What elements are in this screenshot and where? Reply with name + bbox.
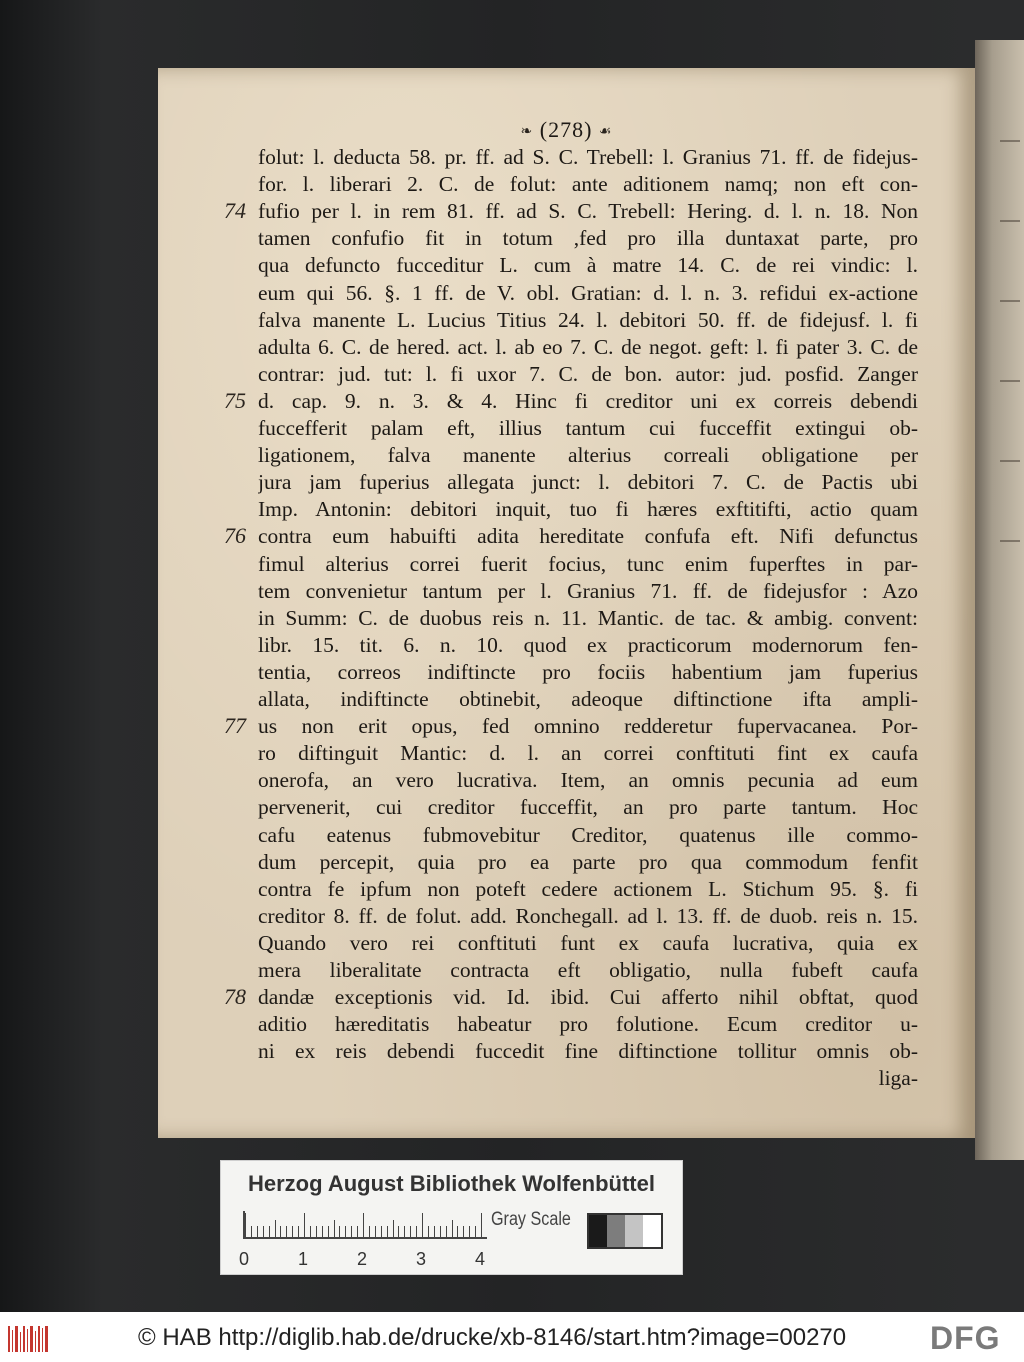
- ruler-tick: [328, 1226, 329, 1237]
- page-number: (278): [539, 117, 593, 142]
- text-line: tentia, correos indiftincte pro fociis habentium jam fuperius: [258, 659, 918, 684]
- text-line: for. l. liberari 2. C. de folut: ante aditionem namq; non eft con-: [258, 172, 918, 197]
- ruler-tick: [381, 1226, 382, 1237]
- ruler-tick: [398, 1226, 399, 1237]
- ruler-tick: [434, 1226, 435, 1237]
- ornament-left-icon: ❧: [520, 124, 534, 140]
- gray-swatch: [643, 1215, 661, 1247]
- text-line: mera liberalitate contracta eft obligatio, nulla fubeft caufa: [258, 958, 918, 982]
- ruler-tick: [310, 1226, 311, 1237]
- ruler-number: 3: [416, 1249, 427, 1269]
- ruler-number: 2: [357, 1249, 368, 1269]
- ruler-number: 1: [298, 1249, 309, 1269]
- ruler-tick: [363, 1213, 364, 1237]
- ruler-tick: [410, 1226, 411, 1237]
- ruler-tick: [452, 1220, 453, 1237]
- ruler-number: 0: [239, 1249, 250, 1269]
- ruler-tick: [357, 1226, 358, 1237]
- ruler-tick: [304, 1213, 305, 1237]
- margin-number: 76: [224, 523, 246, 549]
- text-line: onerofa, an vero lucrativa. Item, an omnis pecunia ad eum: [258, 768, 918, 793]
- text-line: contrar: jud. tut: l. fi uxor 7. C. de bon. autor: jud. posfid. Zanger: [258, 361, 918, 386]
- ruler-tick: [257, 1226, 258, 1237]
- ruler-tick: [457, 1226, 458, 1237]
- ruler-tick: [280, 1226, 281, 1237]
- text-line: dandæ exceptionis vid. Id. ibid. Cui afferto nihil obftat, quod: [258, 985, 918, 1010]
- ruler-tick: [369, 1226, 370, 1237]
- ruler-tick: [316, 1226, 317, 1237]
- ruler-tick: [245, 1213, 246, 1237]
- margin-number: 74: [224, 198, 246, 224]
- ruler-tick: [463, 1226, 464, 1237]
- text-line: tem convenietur tantum per l. Granius 71. ff. de fidejusfor : Azo: [258, 578, 918, 603]
- text-line: creditor 8. ff. de folut. add. Ronchegall. ad l. 13. ff. de duob. reis n. 15.: [258, 903, 918, 928]
- text-line: ligationem, falva manente alterius correali obligatione per: [258, 443, 918, 468]
- ruler-tick: [322, 1226, 323, 1237]
- text-line: Quando vero rei conftituti funt ex caufa lucrativa, quia ex: [258, 930, 918, 955]
- ruler-tick: [375, 1226, 376, 1237]
- text-line: liga-: [878, 1066, 918, 1091]
- text-line: tamen confufio fit in totum ,fed pro illa duntaxat parte, pro: [258, 226, 918, 251]
- gray-swatch: [589, 1215, 607, 1247]
- ruler-tick: [263, 1226, 264, 1237]
- text-line: libr. 15. tit. 6. n. 10. quod ex practicorum modernorum fen-: [258, 632, 918, 657]
- color-calibration-card: [220, 1160, 683, 1275]
- text-line: ni ex reis debendi fuccedit fine diftinctione tollitur omnis ob-: [258, 1039, 918, 1064]
- ruler-tick: [292, 1226, 293, 1237]
- text-line: fuccefferit palam eft, illius tantum cui fucceffit extingui ob-: [258, 416, 918, 440]
- text-line: fufio per l. in rem 81. ff. ad S. C. Trebell: Hering. d. l. n. 18. Non: [258, 199, 918, 224]
- ruler-tick: [275, 1220, 276, 1237]
- margin-number: 77: [224, 713, 246, 739]
- ruler-tick: [404, 1226, 405, 1237]
- book-page: [158, 68, 975, 1138]
- ruler-tick: [422, 1213, 423, 1237]
- ruler-tick: [251, 1226, 252, 1237]
- text-line: cafu eatenus fubmovebitur Creditor, quatenus ille commo-: [258, 822, 918, 847]
- text-line: falva manente L. Lucius Titius 24. l. debitori 50. ff. de fidejusf. l. fi: [258, 307, 918, 332]
- ruler-tick: [428, 1226, 429, 1237]
- gray-scale-swatches: [587, 1213, 663, 1249]
- ruler-tick: [286, 1226, 287, 1237]
- ruler-tick: [469, 1226, 470, 1237]
- text-line: fimul alterius correi fuerit focius, tunc enim fuperftes in par-: [258, 551, 918, 576]
- text-line: contra fe ipfum non poteft cedere actionem L. Stichum 95. §. fi: [258, 876, 918, 901]
- text-line: eum qui 56. §. 1 ff. de V. obl. Gratian: d. l. n. 3. refidui ex-actione: [258, 280, 918, 305]
- text-line: pervenerit, cui creditor fucceffit, an pro parte tantum. Hoc: [258, 795, 918, 820]
- ruler-tick: [416, 1226, 417, 1237]
- text-line: aditio hæreditatis habeatur pro folutione. Ecum creditor u-: [258, 1012, 918, 1037]
- margin-number: 75: [224, 387, 246, 413]
- gray-swatch: [625, 1215, 643, 1247]
- gray-swatch: [607, 1215, 625, 1247]
- ruler-tick: [345, 1226, 346, 1237]
- ruler-tick: [440, 1226, 441, 1237]
- text-line: folut: l. deducta 58. pr. ff. ad S. C. Trebell: l. Granius 71. ff. de fidejus-: [258, 145, 918, 169]
- ruler-tick: [298, 1226, 299, 1237]
- text-line: jura jam fuperius allegata junct: l. debitori 7. C. de Pactis ubi: [258, 470, 918, 495]
- text-line: dum percepit, quia pro ea parte pro qua commodum fenfit: [258, 849, 918, 874]
- footer-bar: [0, 1312, 1024, 1362]
- gray-scale-label: Gray Scale: [491, 1209, 571, 1230]
- library-name: Herzog August Bibliothek Wolfenbüttel: [248, 1171, 655, 1196]
- ruler-tick: [269, 1226, 270, 1237]
- ruler-tick: [475, 1226, 476, 1237]
- text-line: Imp. Antonin: debitori inquit, tuo fi hæres exftitifti, actio quam: [258, 497, 918, 522]
- measurement-ruler: [243, 1211, 487, 1239]
- ruler-tick: [446, 1226, 447, 1237]
- copyright-url: © HAB http://diglib.hab.de/drucke/xb-8146/start.htm?image=00270: [138, 1324, 847, 1351]
- text-line: d. cap. 9. n. 3. & 4. Hinc fi creditor uni ex correis debendi: [258, 388, 918, 413]
- facing-page-edge: [975, 40, 1024, 1160]
- dfg-logo: DFG: [930, 1320, 1001, 1356]
- text-line: ro diftinguit Mantic: d. l. an correi conftituti fint ex caufa: [258, 741, 918, 766]
- ornament-right-icon: ☙: [598, 124, 613, 140]
- barcode-icon: [8, 1326, 50, 1352]
- page-header: [158, 117, 975, 143]
- ruler-tick: [339, 1226, 340, 1237]
- text-line: us non erit opus, fed omnino redderetur fupervacanea. Por-: [258, 714, 918, 739]
- ruler-tick: [334, 1220, 335, 1237]
- text-line: qua defuncto fucceditur L. cum à matre 14. C. de rei vindic: l.: [258, 253, 918, 278]
- text-line: contra eum habuifti adita hereditate confufa eft. Nifi defunctus: [258, 524, 918, 549]
- ruler-tick: [393, 1220, 394, 1237]
- margin-number: 78: [224, 984, 246, 1010]
- text-line: allata, indiftincte obtinebit, adeoque diftinctione ifta ampli-: [258, 687, 918, 711]
- ruler-number: 4: [475, 1249, 486, 1269]
- ruler-tick: [481, 1213, 482, 1237]
- text-line: adulta 6. C. de hered. act. l. ab eo 7. C. de negot. geft: l. fi pater 3. C. de: [258, 334, 918, 359]
- text-line: in Summ: C. de duobus reis n. 11. Mantic. de tac. & ambig. convent:: [258, 605, 918, 630]
- ruler-tick: [387, 1226, 388, 1237]
- ruler-tick: [351, 1226, 352, 1237]
